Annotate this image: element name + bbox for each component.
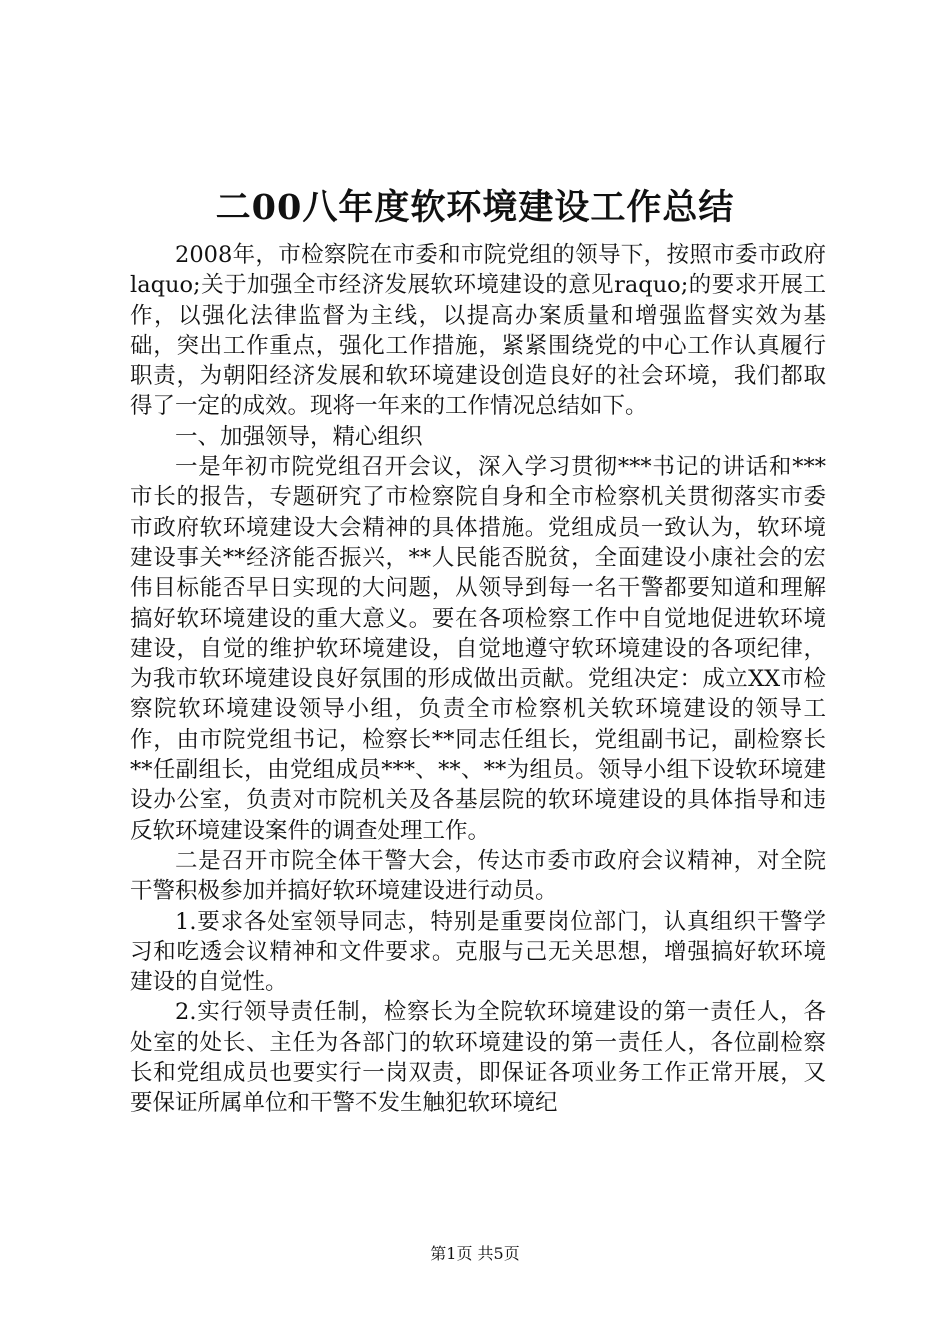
paragraph-subitem-2: 2.实行领导责任制，检察长为全院软环境建设的第一责任人，各处室的处长、主任为各部门的软环境建设的第一责任人，各位副检察长和党组成员也要实行一岗双责，即保证各项业务工作正常开展，又要保证所属单位和干警不发生触犯软环境纪: [130, 999, 826, 1117]
section-heading-1: 一、加强领导，精心组织: [175, 423, 423, 450]
document-body: [130, 240, 826, 1119]
paragraph-item-1: 一是年初市院党组召开会议，深入学习贯彻***书记的讲话和***市长的报告，专题研究了市检察院自身和全市检察机关贯彻落实市委市政府软环境建设大会精神的具体措施。党组成员一致认为，软环境建设事关**经济能否振兴，**人民能否脱贫，全面建设小康社会的宏伟目标能否早日实现的大问题，从领导到每一名干警都要知道和理解搞好软环境建设的重大意义。要在各项检察工作中自觉地促进软环境建设，自觉的维护软环境建设，自觉地遵守软环境建设的各项纪律，为我市软环境建设良好氛围的形成做出贡献。党组决定：成立XX市检察院软环境建设领导小组，负责全市检察机关软环境建设的领导工作，由市院党组书记，检察长**同志任组长，党组副书记，副检察长**任副组长，由党组成员***、**、**为组员。领导小组下设软环境建设办公室，负责对市院机关及各基层院的软环境建设的具体指导和违反软环境建设案件的调查处理工作。: [130, 454, 826, 844]
paragraph-subitem-1: 1.要求各处室领导同志，特别是重要岗位部门，认真组织干警学习和吃透会议精神和文件要求。克服与己无关思想，增强搞好软环境建设的自觉性。: [130, 908, 826, 996]
document-title: 二00八年度软环境建设工作总结: [215, 187, 735, 228]
paragraph-item-2: 二是召开市院全体干警大会，传达市委市政府会议精神，对全院干警积极参加并搞好软环境建设进行动员。: [130, 847, 826, 905]
paragraph-intro: 2008年，市检察院在市委和市院党组的领导下，按照市委市政府laquo;关于加强全市经济发展软环境建设的意见raquo;的要求开展工作，以强化法律监督为主线，以提高办案质量和增强监督实效为基础，突出工作重点，强化工作措施，紧紧围绕党的中心工作认真履行职责，为朝阳经济发展和软环境建设创造良好的社会环境，我们都取得了一定的成效。现将一年来的工作情况总结如下。: [130, 242, 826, 420]
page-footer: 第1页 共5页: [430, 1244, 520, 1263]
